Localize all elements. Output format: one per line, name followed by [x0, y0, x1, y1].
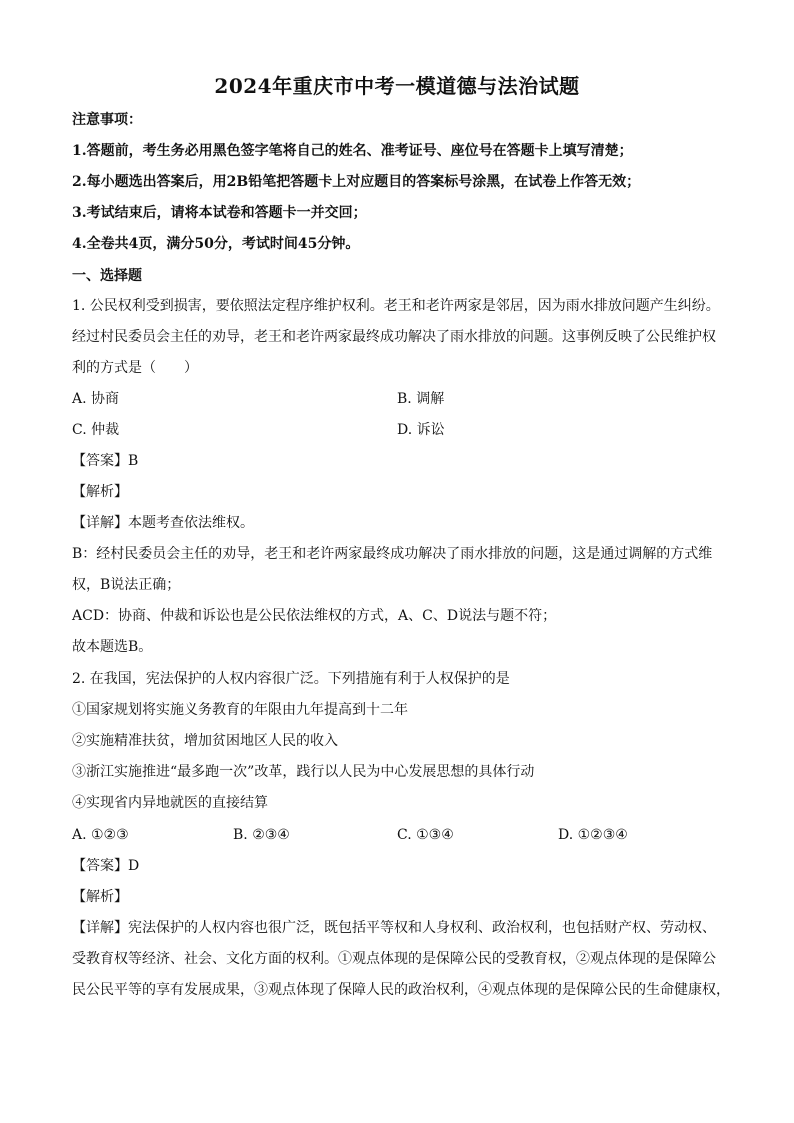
q2-option-b: B. ②③④: [233, 827, 290, 843]
q2-analysis-heading: 【解析】: [72, 889, 128, 905]
q2-detail-line-1: 【详解】宪法保护的人权内容也很广泛，既包括平等权和人身权利、政治权利，也包括财产权、劳动权、: [72, 920, 716, 936]
q1-detail-line-4: ACD：协商、仲裁和诉讼也是公民依法维权的方式，A、C、D说法与题不符；: [72, 608, 557, 624]
q1-option-a: A. 协商: [72, 391, 120, 407]
notice-item-3: 3.考试结束后，请将本试卷和答题卡一并交回；: [72, 205, 367, 221]
q2-item-3: ③浙江实施推进“最多跑一次”改革，践行以人民为中心发展思想的具体行动: [72, 764, 535, 780]
q1-detail-line-1: 【详解】本题考查依法维权。: [72, 515, 254, 531]
q1-analysis-heading: 【解析】: [72, 484, 128, 500]
q1-option-b: B. 调解: [397, 391, 445, 407]
q1-stem-line-1: 1. 公民权利受到损害，要依照法定程序维护权利。老王和老许两家是邻居，因为雨水排放问题产生纠纷。: [72, 298, 720, 314]
q1-detail-line-2: B：经村民委员会主任的劝导，老王和老许两家最终成功解决了雨水排放的问题，这是通过调解的方式维: [72, 546, 713, 562]
q2-item-2: ②实施精准扶贫，增加贫困地区人民的收入: [72, 733, 338, 749]
notice-item-1: 1.答题前，考生务必用黑色签字笔将自己的姓名、准考证号、座位号在答题卡上填写清楚；: [72, 143, 633, 159]
q2-item-1: ①国家规划将实施义务教育的年限由九年提高到十二年: [72, 702, 408, 718]
section-heading: 一、选择题: [72, 268, 142, 284]
notice-heading: 注意事项：: [72, 112, 142, 128]
q1-detail-line-3: 权，B说法正确；: [72, 577, 181, 593]
q2-answer: 【答案】D: [72, 858, 140, 874]
q1-stem-line-2: 经过村民委员会主任的劝导，老王和老许两家最终成功解决了雨水排放的问题。这事例反映了公民维护权: [72, 329, 716, 345]
q1-option-c: C. 仲裁: [72, 422, 120, 438]
q2-detail-line-3: 民公民平等的享有发展成果，③观点体现了保障人民的政治权利，④观点体现的是保障公民的生命健康权，: [72, 982, 730, 998]
q1-answer: 【答案】B: [72, 453, 139, 469]
q1-stem-line-3: 利的方式是（ ）: [72, 360, 198, 376]
notice-item-2: 2.每小题选出答案后，用2B铅笔把答题卡上对应题目的答案标号涂黑，在试卷上作答无效；: [72, 174, 641, 190]
q2-stem: 2. 在我国，宪法保护的人权内容很广泛。下列措施有利于人权保护的是: [72, 671, 510, 687]
q2-option-a: A. ①②③: [72, 827, 129, 843]
q1-option-d: D. 诉讼: [397, 422, 445, 438]
q2-detail-line-2: 受教育权等经济、社会、文化方面的权利。①观点体现的是保障公民的受教育权，②观点体现的是保障公: [72, 951, 716, 967]
q2-option-d: D. ①②③④: [558, 827, 628, 843]
q2-option-c: C. ①③④: [397, 827, 454, 843]
q2-item-4: ④实现省内异地就医的直接结算: [72, 795, 268, 811]
exam-title: 2024年重庆市中考一模道德与法治试题: [214, 74, 580, 98]
notice-item-4: 4.全卷共4页，满分50分，考试时间45分钟。: [72, 236, 360, 252]
q1-detail-line-5: 故本题选B。: [72, 639, 153, 655]
